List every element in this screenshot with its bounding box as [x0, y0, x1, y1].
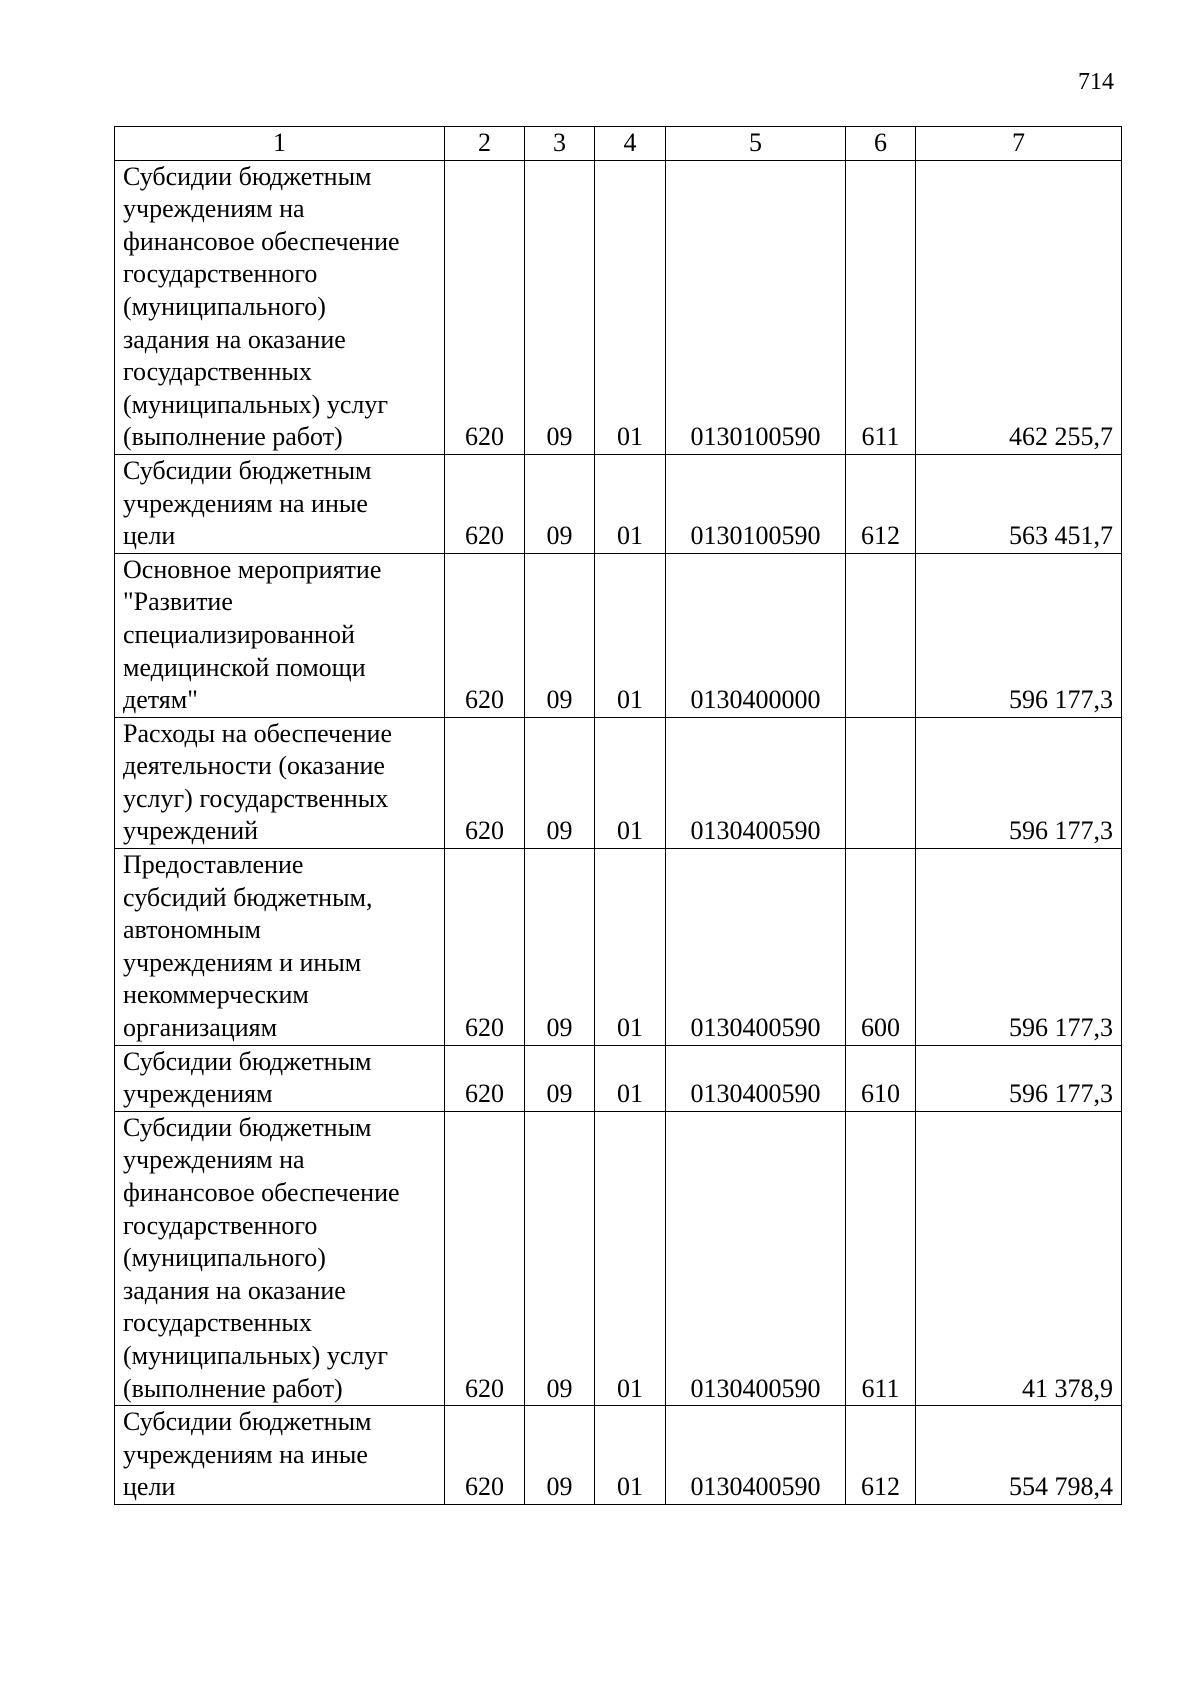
row-c4: 01 — [595, 454, 666, 553]
table-row — [115, 849, 1122, 1046]
row-c2: 620 — [445, 717, 525, 848]
row-name: Субсидии бюджетным учреждениям — [115, 1045, 445, 1111]
row-amount: 596 177,3 — [916, 553, 1122, 717]
table-row — [115, 1406, 1122, 1505]
row-amount: 596 177,3 — [916, 717, 1122, 848]
row-name: Субсидии бюджетным учреждениям на финансовое обеспечение государственного (муниципального) задания на оказание государственных (муниципальных) услуг (выполнение работ) — [115, 1111, 445, 1405]
row-c5: 0130400590 — [666, 1111, 846, 1405]
row-c5: 0130400590 — [666, 717, 846, 848]
row-c6: 611 — [846, 1111, 916, 1405]
row-c6: 612 — [846, 1406, 916, 1505]
row-amount: 596 177,3 — [916, 1045, 1122, 1111]
row-c6: 600 — [846, 849, 916, 1046]
column-header-6: 6 — [846, 127, 916, 161]
row-c3: 09 — [525, 717, 595, 848]
row-c5: 0130100590 — [666, 160, 846, 454]
row-c5: 0130400590 — [666, 849, 846, 1046]
row-c3: 09 — [525, 160, 595, 454]
table-row — [115, 553, 1122, 717]
row-c6 — [846, 553, 916, 717]
column-header-2: 2 — [445, 127, 525, 161]
row-name: Субсидии бюджетным учреждениям на иные цели — [115, 454, 445, 553]
row-c6: 612 — [846, 454, 916, 553]
row-c3: 09 — [525, 1406, 595, 1505]
row-name: Предоставление субсидий бюджетным, автономным учреждениям и иным некоммерческим организациям — [115, 849, 445, 1046]
row-amount: 563 451,7 — [916, 454, 1122, 553]
column-header-4: 4 — [595, 127, 666, 161]
row-c3: 09 — [525, 454, 595, 553]
row-c2: 620 — [445, 1045, 525, 1111]
column-header-1: 1 — [115, 127, 445, 161]
row-amount: 596 177,3 — [916, 849, 1122, 1046]
row-c6: 611 — [846, 160, 916, 454]
row-c6 — [846, 717, 916, 848]
column-header-3: 3 — [525, 127, 595, 161]
row-amount: 554 798,4 — [916, 1406, 1122, 1505]
column-header-5: 5 — [666, 127, 846, 161]
row-name: Субсидии бюджетным учреждениям на финансовое обеспечение государственного (муниципального) задания на оказание государственных (муниципальных) услуг (выполнение работ) — [115, 160, 445, 454]
table-header-row — [115, 127, 1122, 161]
row-c5: 0130400590 — [666, 1045, 846, 1111]
row-c4: 01 — [595, 1045, 666, 1111]
row-c3: 09 — [525, 1045, 595, 1111]
row-name: Расходы на обеспечение деятельности (оказание услуг) государственных учреждений — [115, 717, 445, 848]
row-c2: 620 — [445, 849, 525, 1046]
row-amount: 41 378,9 — [916, 1111, 1122, 1405]
table-row — [115, 160, 1122, 454]
row-amount: 462 255,7 — [916, 160, 1122, 454]
row-c2: 620 — [445, 160, 525, 454]
row-c3: 09 — [525, 553, 595, 717]
row-c3: 09 — [525, 849, 595, 1046]
row-c6: 610 — [846, 1045, 916, 1111]
row-c5: 0130400590 — [666, 1406, 846, 1505]
row-c5: 0130100590 — [666, 454, 846, 553]
row-c4: 01 — [595, 1406, 666, 1505]
table-row — [115, 454, 1122, 553]
row-c5: 0130400000 — [666, 553, 846, 717]
row-name: Субсидии бюджетным учреждениям на иные цели — [115, 1406, 445, 1505]
row-c4: 01 — [595, 717, 666, 848]
page-number: 714 — [1078, 69, 1114, 95]
row-c2: 620 — [445, 1406, 525, 1505]
row-c2: 620 — [445, 1111, 525, 1405]
table-row — [115, 1111, 1122, 1405]
row-c2: 620 — [445, 454, 525, 553]
row-c4: 01 — [595, 160, 666, 454]
row-c2: 620 — [445, 553, 525, 717]
row-c4: 01 — [595, 553, 666, 717]
table-row — [115, 717, 1122, 848]
budget-table — [114, 126, 1122, 1505]
row-c4: 01 — [595, 849, 666, 1046]
table-row — [115, 1045, 1122, 1111]
row-name: Основное мероприятие "Развитие специализированной медицинской помощи детям" — [115, 553, 445, 717]
column-header-7: 7 — [916, 127, 1122, 161]
row-c3: 09 — [525, 1111, 595, 1405]
row-c4: 01 — [595, 1111, 666, 1405]
